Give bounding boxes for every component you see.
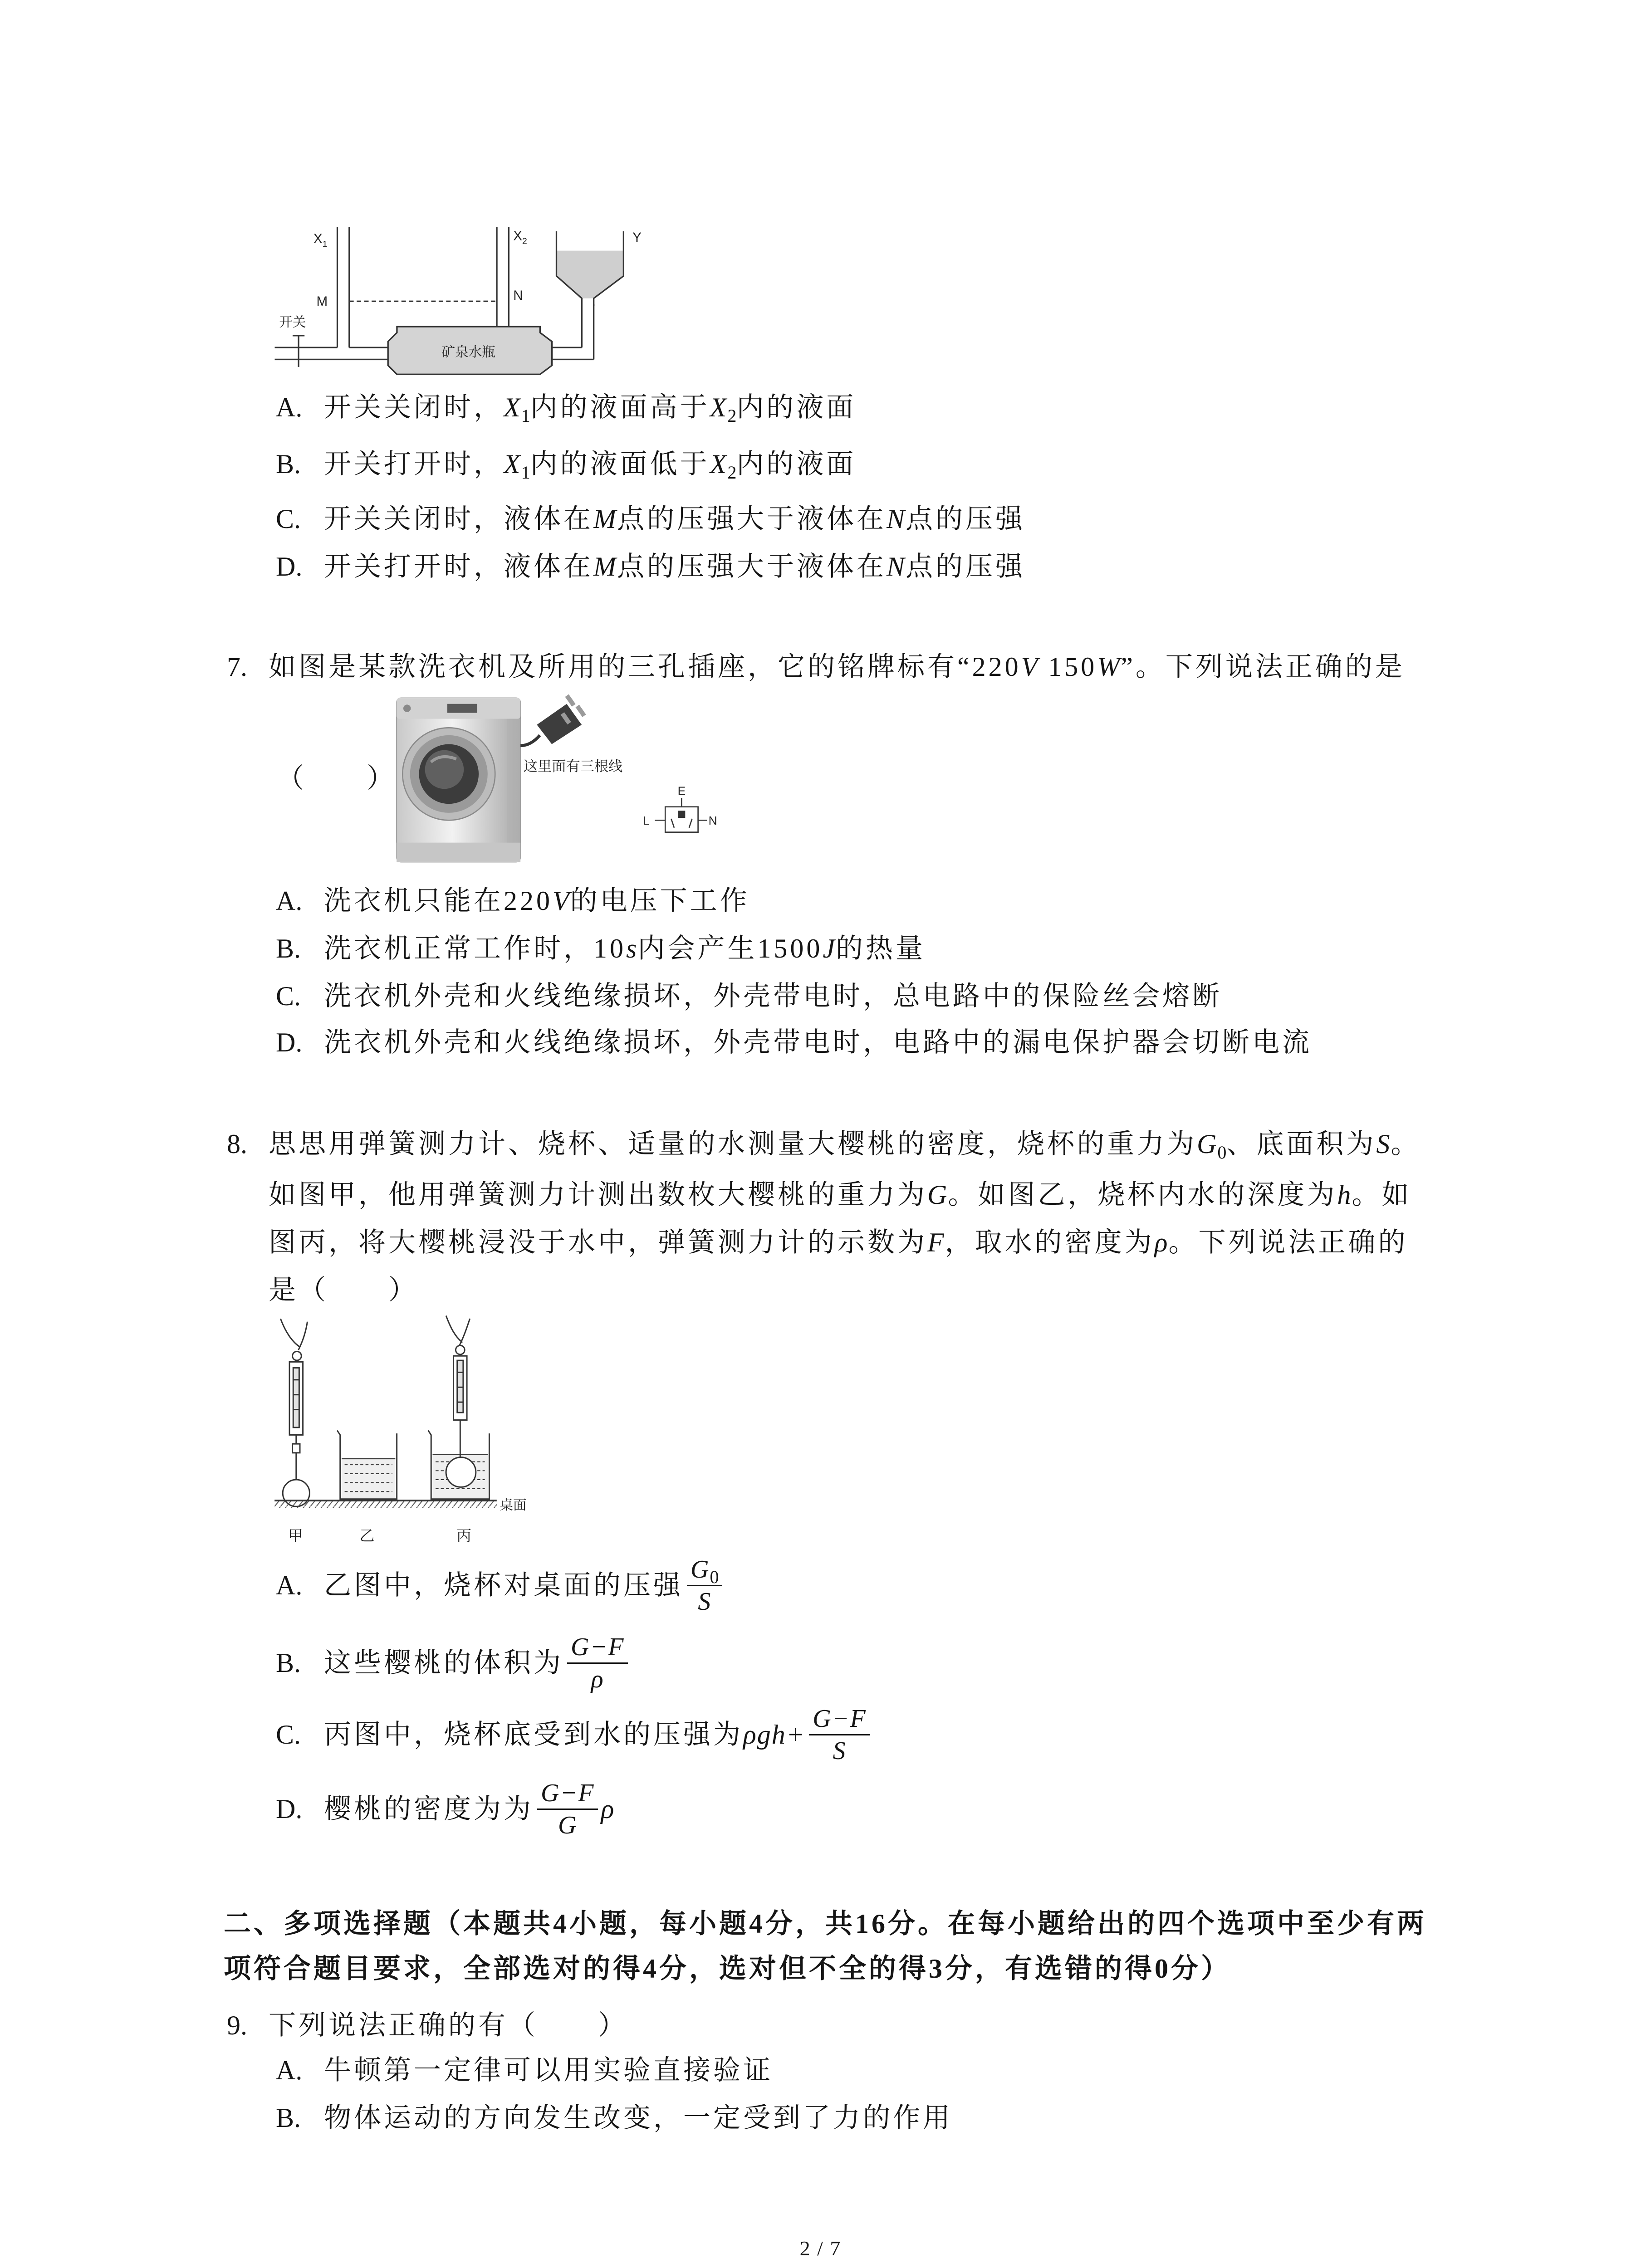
option-letter: C.	[276, 504, 301, 534]
switch-label: 开关	[279, 315, 306, 330]
math-variable: G	[1197, 1129, 1218, 1159]
option-text: 内会产生1500	[637, 934, 823, 963]
q7-option-d	[276, 1027, 1312, 1057]
option-letter: C.	[276, 1720, 301, 1750]
option-letter: A.	[276, 886, 303, 916]
option-text: 点的压强大于液体在	[617, 552, 887, 582]
math-variable: S	[698, 1587, 712, 1616]
stem-text: 图丙，将大樱桃浸没于水中，弹簧测力计的示数为	[269, 1227, 927, 1257]
option-letter: A.	[276, 392, 303, 422]
question-number: 8.	[227, 1129, 247, 1159]
bottle-label: 矿泉水瓶	[441, 344, 495, 360]
q7-option-a	[276, 886, 750, 916]
q7-option-b	[276, 934, 926, 963]
y-label: Y	[632, 230, 642, 245]
option-text: 内的液面	[736, 392, 857, 422]
beaker-bing-icon	[428, 1316, 490, 1499]
fraction	[567, 1633, 628, 1693]
q7-option-c	[276, 981, 1222, 1011]
fraction-numerator	[537, 1779, 598, 1810]
option-text: 开关打开时，	[324, 449, 504, 479]
math-variable: N	[886, 504, 906, 534]
subscript: 2	[727, 462, 737, 483]
option-letter: B.	[276, 1648, 301, 1678]
q8-stem-line-3	[269, 1227, 1408, 1257]
math-variable: G	[558, 1811, 578, 1839]
fraction-denominator	[558, 1810, 577, 1839]
math-expression: ρgh+	[743, 1720, 806, 1750]
q6-option-d	[276, 552, 1025, 582]
stem-text: 是（ ）	[269, 1275, 418, 1305]
math-variable: N	[886, 552, 906, 582]
option-text: 的电压下工作	[570, 886, 750, 916]
q8-option-c	[276, 1703, 873, 1766]
table-surface	[274, 1501, 497, 1508]
option-letter: D.	[276, 1027, 303, 1057]
math-variable: S	[833, 1736, 847, 1765]
fraction	[537, 1779, 598, 1839]
option-letter: B.	[276, 449, 301, 479]
math-variable: ρ	[601, 1794, 615, 1824]
three-wires-note: 这里面有三根线	[523, 758, 623, 774]
figure-yi-label: 乙	[359, 1527, 375, 1544]
m-label: M	[316, 294, 328, 309]
subscript: 0	[1217, 1142, 1227, 1163]
stem-text: 如图是某款洗衣机及所用的三孔插座，它的铭牌标有“220	[269, 652, 1021, 682]
q8-stem-line-4	[269, 1275, 418, 1305]
washing-machine-icon	[397, 698, 520, 862]
subscript: 2	[727, 406, 737, 426]
stem-text: 、底面积为	[1226, 1129, 1376, 1159]
option-letter: A.	[276, 2055, 303, 2085]
option-text: 点的压强大于液体在	[617, 504, 887, 534]
math-variable: M	[593, 552, 617, 582]
stem-text: ”。下列说法正确的是	[1121, 652, 1405, 682]
fraction	[809, 1705, 870, 1765]
stem-text: 下列说法正确的有（ ）	[269, 2010, 628, 2040]
option-text: 洗衣机外壳和火线绝缘损坏，外壳带电时，总电路中的保险丝会熔断	[324, 981, 1222, 1011]
option-text: 乙图中，烧杯对桌面的压强	[324, 1570, 683, 1600]
q9-option-a	[276, 2055, 773, 2085]
math-variable: M	[593, 504, 617, 534]
option-text: 丙图中，烧杯底受到水的压强为	[324, 1720, 743, 1750]
q8-spring-scale-figure	[269, 1310, 544, 1556]
n-label: N	[513, 288, 523, 303]
stem-text: 如图甲，他用弹簧测力计测出数枚大樱桃的重力为	[269, 1180, 927, 1210]
page-number: 2 / 7	[799, 2237, 842, 2260]
option-text: 开关关闭时，	[324, 392, 504, 422]
q6-option-c	[276, 504, 1025, 534]
math-variable: X	[504, 449, 521, 479]
fraction-numerator	[809, 1705, 870, 1735]
math-variable: ρ	[591, 1665, 604, 1693]
option-text: 樱桃的密度为为	[324, 1794, 534, 1824]
q7-stem	[227, 652, 1405, 682]
x1-label: $X_1$	[313, 231, 328, 249]
three-hole-socket-icon	[655, 798, 707, 832]
stem-text: ，取水的密度为	[945, 1227, 1155, 1257]
option-text: 洗衣机只能在220	[324, 886, 553, 916]
q6-option-a	[276, 392, 857, 426]
q7-answer-blank: （ ）	[277, 763, 397, 793]
math-variable: V	[553, 886, 570, 916]
stem-text: 。下列说法正确的	[1168, 1227, 1408, 1257]
stem-text: 。如	[1352, 1180, 1412, 1210]
option-text: 牛顿第一定律可以用实验直接验证	[324, 2055, 773, 2085]
stem-text: 。	[1391, 1129, 1421, 1159]
option-text: 洗衣机正常工作时，10	[324, 934, 626, 963]
question-number: 9.	[227, 2010, 247, 2040]
math-variable: G	[691, 1555, 710, 1584]
plug-icon	[520, 694, 586, 746]
option-text: 内的液面低于	[530, 449, 710, 479]
q6-option-b	[276, 449, 857, 483]
q9-stem	[227, 2010, 628, 2040]
math-variable: V	[1021, 652, 1039, 682]
q6-apparatus-figure	[269, 216, 656, 373]
q8-stem-line-2	[269, 1180, 1411, 1210]
option-letter: B.	[276, 2103, 301, 2133]
q9-option-b	[276, 2103, 953, 2133]
option-text: 洗衣机外壳和火线绝缘损坏，外壳带电时，电路中的漏电保护器会切断电流	[324, 1027, 1312, 1057]
math-variable: S	[1376, 1129, 1391, 1159]
math-variable: G	[927, 1180, 948, 1210]
math-variable: F	[927, 1227, 945, 1257]
fraction-denominator	[698, 1586, 711, 1615]
q7-washing-machine-figure	[391, 690, 741, 870]
math-variable: s	[626, 934, 638, 963]
stem-text: 。如图乙，烧杯内水的深度为	[948, 1180, 1337, 1210]
socket-n-label: N	[708, 814, 717, 828]
stem-text: 150	[1038, 652, 1097, 682]
fraction-numerator	[567, 1633, 628, 1664]
fraction-denominator	[833, 1735, 847, 1765]
question-number: 7.	[227, 652, 247, 682]
fraction	[687, 1556, 722, 1615]
math-variable: G−F	[571, 1633, 625, 1661]
option-text: 物体运动的方向发生改变，一定受到了力的作用	[324, 2103, 953, 2133]
fraction-denominator	[591, 1664, 604, 1693]
table-label: 桌面	[500, 1497, 527, 1513]
math-variable: h	[1337, 1180, 1352, 1210]
option-text: 这些樱桃的体积为	[324, 1648, 563, 1678]
x2-label: $X_2$	[513, 228, 527, 246]
socket-e-label: E	[677, 784, 686, 798]
q8-stem-line-1	[227, 1129, 1421, 1163]
section-heading-line-2: 项符合题目要求，全部选对的得4分，选对但不全的得3分，有选错的得0分）	[224, 1954, 1231, 1984]
option-text: 开关关闭时，液体在	[324, 504, 593, 534]
option-letter: C.	[276, 981, 301, 1011]
figure-jia-label: 甲	[288, 1527, 303, 1544]
option-letter: B.	[276, 934, 301, 963]
q8-option-a	[276, 1554, 725, 1617]
q8-option-d	[276, 1777, 615, 1841]
option-text: 内的液面高于	[530, 392, 710, 422]
math-variable: G−F	[813, 1704, 867, 1733]
math-variable: ρ	[1154, 1227, 1169, 1257]
option-text: 点的压强	[906, 552, 1026, 582]
section-heading-line-1: 二、多项选择题（本题共4小题，每小题4分，共16分。在每小题给出的四个选项中至少有两	[224, 1909, 1427, 1939]
option-letter: D.	[276, 552, 303, 582]
option-text: 点的压强	[906, 504, 1026, 534]
math-variable: X	[504, 392, 521, 422]
option-text: 开关打开时，液体在	[324, 552, 593, 582]
option-text: 的热量	[836, 934, 926, 963]
math-variable: J	[823, 934, 836, 963]
math-variable: X	[710, 392, 728, 422]
math-variable: X	[710, 449, 728, 479]
option-letter: A.	[276, 1570, 303, 1600]
stem-text: 思思用弹簧测力计、烧杯、适量的水测量大樱桃的密度，烧杯的重力为	[269, 1129, 1197, 1159]
socket-l-label: L	[642, 814, 650, 828]
q8-option-b	[276, 1631, 631, 1695]
math-variable: G−F	[541, 1779, 595, 1807]
option-letter: D.	[276, 1794, 303, 1824]
fraction-numerator	[687, 1556, 722, 1586]
figure-bing-label: 丙	[456, 1527, 471, 1544]
subscript: 0	[710, 1566, 719, 1587]
subscript: 1	[521, 462, 530, 483]
subscript: 1	[521, 406, 530, 426]
spring-scale-jia-icon	[280, 1319, 309, 1506]
math-variable: W	[1097, 652, 1121, 682]
option-text: 内的液面	[736, 449, 857, 479]
beaker-yi-icon	[337, 1431, 397, 1499]
